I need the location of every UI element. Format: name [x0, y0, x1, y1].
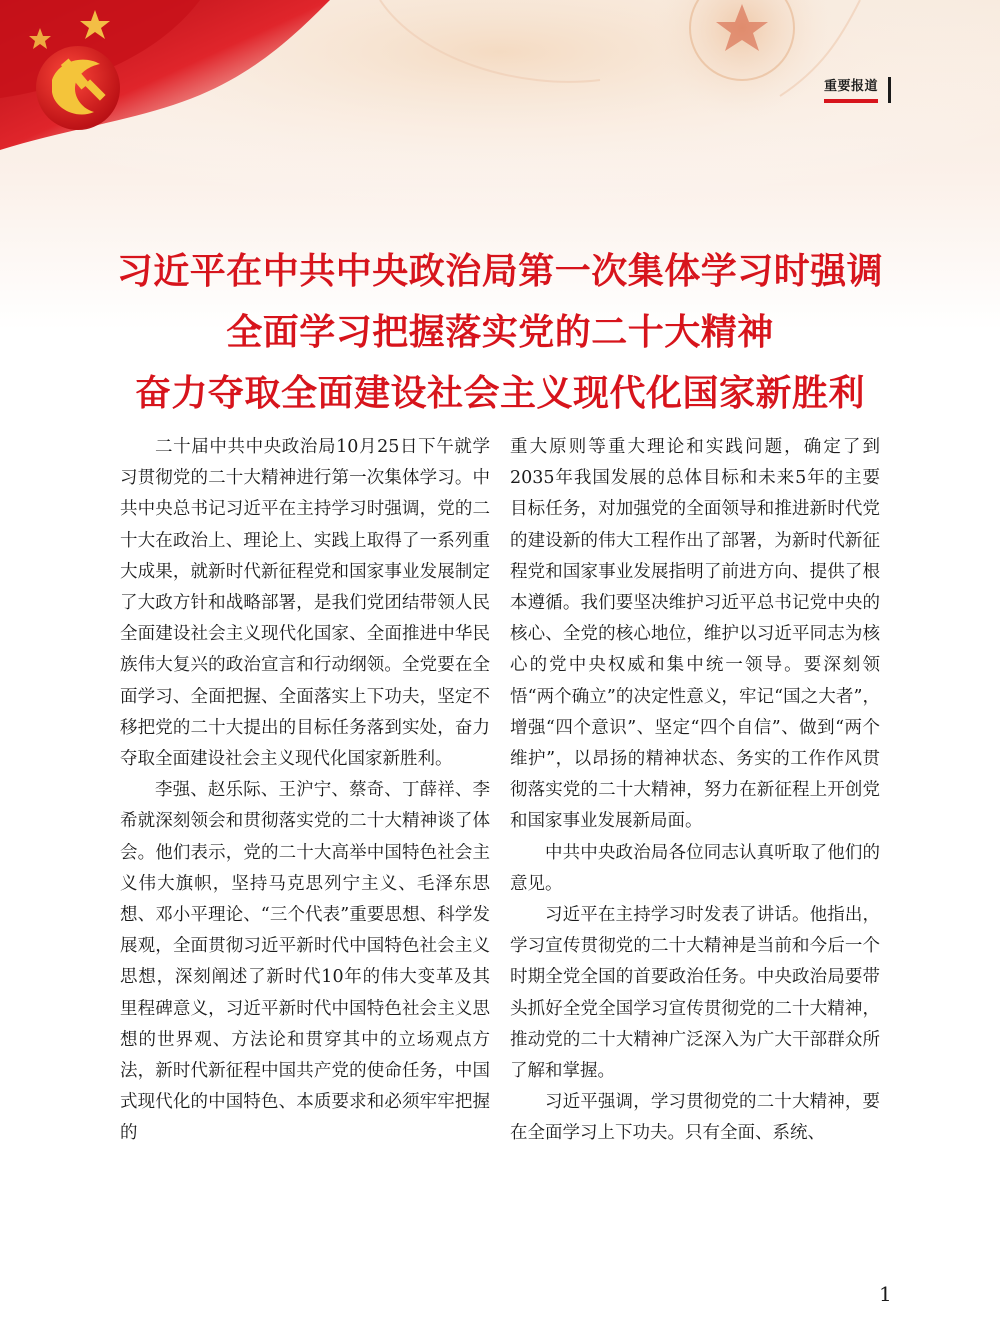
article-column-right	[510, 432, 880, 1150]
paragraph: 二十届中共中央政治局10月25日下午就学习贯彻党的二十大精神进行第一次集体学习。中共中央总书记习近平在主持学习时强调，党的二十大在政治上、理论上、实践上取得了一系列重大成果，就新时代新征程党和国家事业发展制定了大政方针和战略部署，是我们党团结带领人民全面建设社会主义现代化国家、全面推进中华民族伟大复兴的政治宣言和行动纲领。全党要在全面学习、全面把握、全面落实上下功夫，坚定不移把党的二十大提出的目标任务落到实处，奋力夺取全面建设社会主义现代化国家新胜利。	[120, 437, 490, 770]
paragraph: 习近平强调，学习贯彻党的二十大精神，要在全面学习上下功夫。只有全面、系统、	[510, 1092, 880, 1144]
section-tag-bar	[888, 77, 891, 103]
paragraph: 习近平在主持学习时发表了讲话。他指出，学习宣传贯彻党的二十大精神是当前和今后一个时期全党全国的首要政治任务。中央政治局要带头抓好全党全国学习宣传贯彻党的二十大精神，推动党的二十大精神广泛深入为广大干部群众所了解和掌握。	[510, 905, 880, 1082]
paragraph: 中共中央政治局各位同志认真听取了他们的意见。	[510, 842, 880, 894]
headline-line-1: 习近平在中共中央政治局第一次集体学习时强调	[116, 250, 884, 292]
headline-line-2: 全面学习把握落实党的二十大精神	[226, 311, 774, 353]
section-tag	[824, 79, 891, 103]
article-column-left	[120, 432, 490, 1150]
headline-line-3: 奋力夺取全面建设社会主义现代化国家新胜利	[134, 372, 865, 414]
section-tag-label: 重要报道	[824, 79, 878, 103]
page-number: 1	[879, 1282, 892, 1306]
party-emblem-icon	[36, 46, 120, 130]
headline	[0, 241, 1000, 424]
paragraph: 李强、赵乐际、王沪宁、蔡奇、丁薛祥、李希就深刻领会和贯彻落实党的二十大精神谈了体会。他们表示，党的二十大高举中国特色社会主义伟大旗帜，坚持马克思列宁主义、毛泽东思想、邓小平理论、“三个代表”重要思想、科学发展观，全面贯彻习近平新时代中国特色社会主义思想，深刻阐述了新时代10年的伟大变革及其里程碑意义，习近平新时代中国特色社会主义思想的世界观、方法论和贯穿其中的立场观点方法，新时代新征程中国共产党的使命任务，中国式现代化的中国特色、本质要求和必须牢牢把握的	[120, 780, 490, 1144]
paragraph-continued: 重大原则等重大理论和实践问题，确定了到2035年我国发展的总体目标和未来5年的主要目标任务，对加强党的全面领导和推进新时代党的建设新的伟大工程作出了部署，为新时代新征程党和国家事业发展指明了前进方向、提供了根本遵循。我们要坚决维护习近平总书记党中央的核心、全党的核心地位，维护以习近平同志为核心的党中央权威和集中统一领导。要深刻领悟“两个确立”的决定性意义，牢记“国之大者”，增强“四个意识”、坚定“四个自信”、做到“两个维护”，以昂扬的精神状态、务实的工作作风贯彻落实党的二十大精神，努力在新征程上开创党和国家事业发展新局面。	[510, 437, 880, 832]
